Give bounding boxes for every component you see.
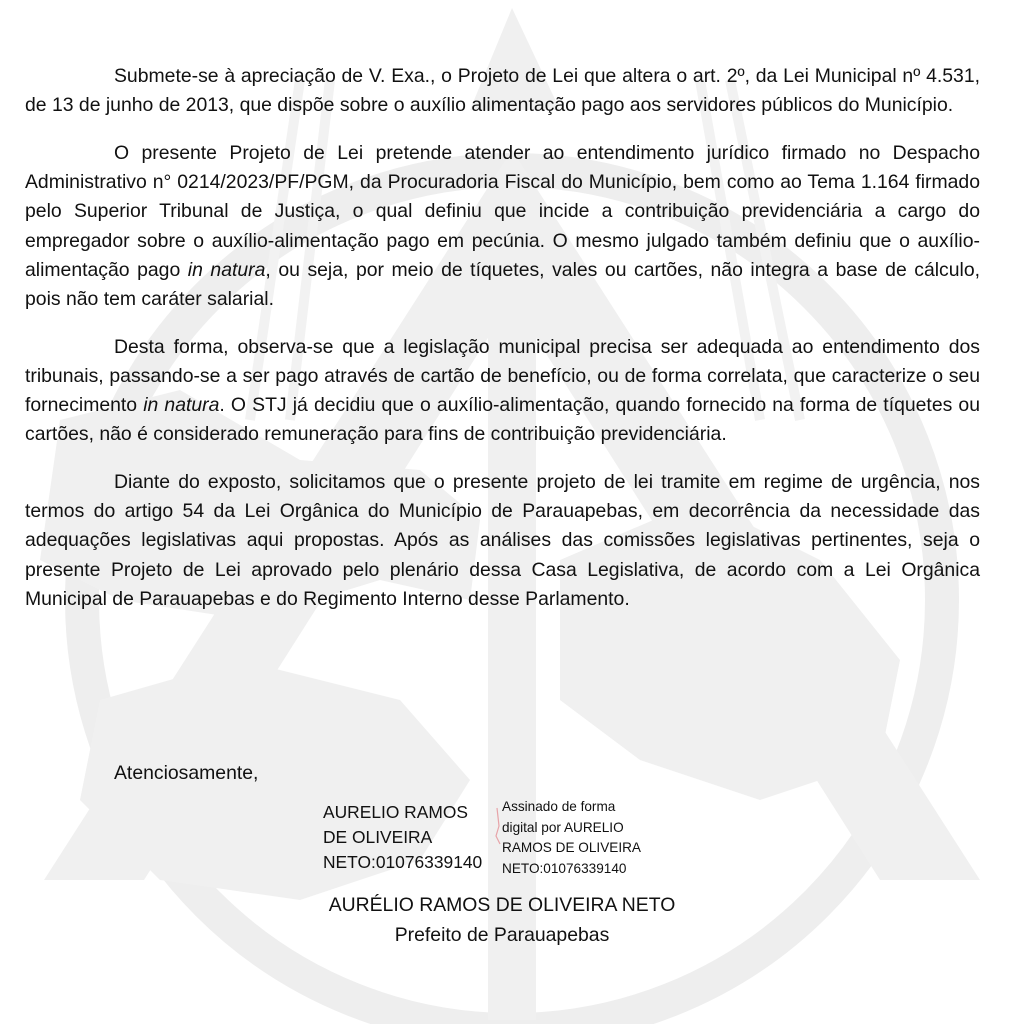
signatory-name: AURÉLIO RAMOS DE OLIVEIRA NETO xyxy=(328,894,676,916)
closing-salutation: Atenciosamente, xyxy=(114,762,259,784)
paragraph-3-text-b: . O STJ já decidiu que o auxílio-alimentação, quando fornecido na forma de tíquetes ou cartões, não é considerado remuneração para fins de contribuição previdenciária. xyxy=(25,394,980,446)
stamp-line: RAMOS DE OLIVEIRA xyxy=(502,840,641,855)
stamp-line: NETO:01076339140 xyxy=(502,860,627,876)
signature-mark-icon xyxy=(494,806,502,846)
paragraph-1: Submete-se à apreciação de V. Exa., o Projeto de Lei que altera o art. 2º, da Lei Municipal nº 4.531, de 13 de junho de 2013, que dispõe sobre o auxílio alimentação pago aos servidores públicos do Município. xyxy=(25,65,980,117)
letter-body xyxy=(25,62,980,632)
paragraph-3-italic: in natura xyxy=(143,394,220,417)
digital-signature-stamp xyxy=(502,797,641,879)
signature-name-line: DE OLIVEIRA xyxy=(323,827,433,847)
stamp-line: digital por AURELIO xyxy=(502,819,624,835)
signature-name-line: AURELIO RAMOS xyxy=(323,802,468,822)
signatory-title: Prefeito de Parauapebas xyxy=(394,924,610,946)
signature-name-line: NETO:01076339140 xyxy=(323,852,483,872)
paragraph-2-text-b: , ou seja, por meio de tíquetes, vales ou cartões, não integra a base de cálculo, pois não tem caráter salarial. xyxy=(25,258,981,310)
stamp-line: Assinado de forma xyxy=(502,799,616,814)
paragraph-2-text-a: O presente Projeto de Lei pretende atender ao entendimento jurídico firmado no Despacho Administrativo n° 0214/2023/PF/PGM, da Procuradoria Fiscal do Município, bem como ao Tema 1.164 firmado pelo Superior Tribunal de Justiça, o qual definiu que incide a contribuição previdenciária a cargo do empregador sobre o auxílio-alimentação pago em pecúnia. O mesmo julgado também definiu que o auxílio-alimentação pago xyxy=(25,141,980,281)
paragraph-2-italic: in natura xyxy=(187,258,266,281)
paragraph-3-text-a: Desta forma, observa-se que a legislação municipal precisa ser adequada ao entendimento dos tribunais, passando-se a ser pago através de cartão de benefício, ou de forma correlata, que caracterize o seu fornecimento xyxy=(25,335,980,417)
paragraph-4: Diante do exposto, solicitamos que o presente projeto de lei tramite em regime de urgência, nos termos do artigo 54 da Lei Orgânica do Município de Parauapebas, em decorrência da necessidade das adequações legislativas aqui propostas. Após as análises das comissões legislativas pertinentes, seja o presente Projeto de Lei aprovado pelo plenário dessa Casa Legislativa, de acordo com a Lei Orgânica Municipal de Parauapebas e do Regimento Interno desse Parlamento. xyxy=(25,470,980,610)
digital-signature-name xyxy=(323,800,482,875)
paragraph-3 xyxy=(25,333,980,450)
paragraph-2 xyxy=(25,139,980,314)
